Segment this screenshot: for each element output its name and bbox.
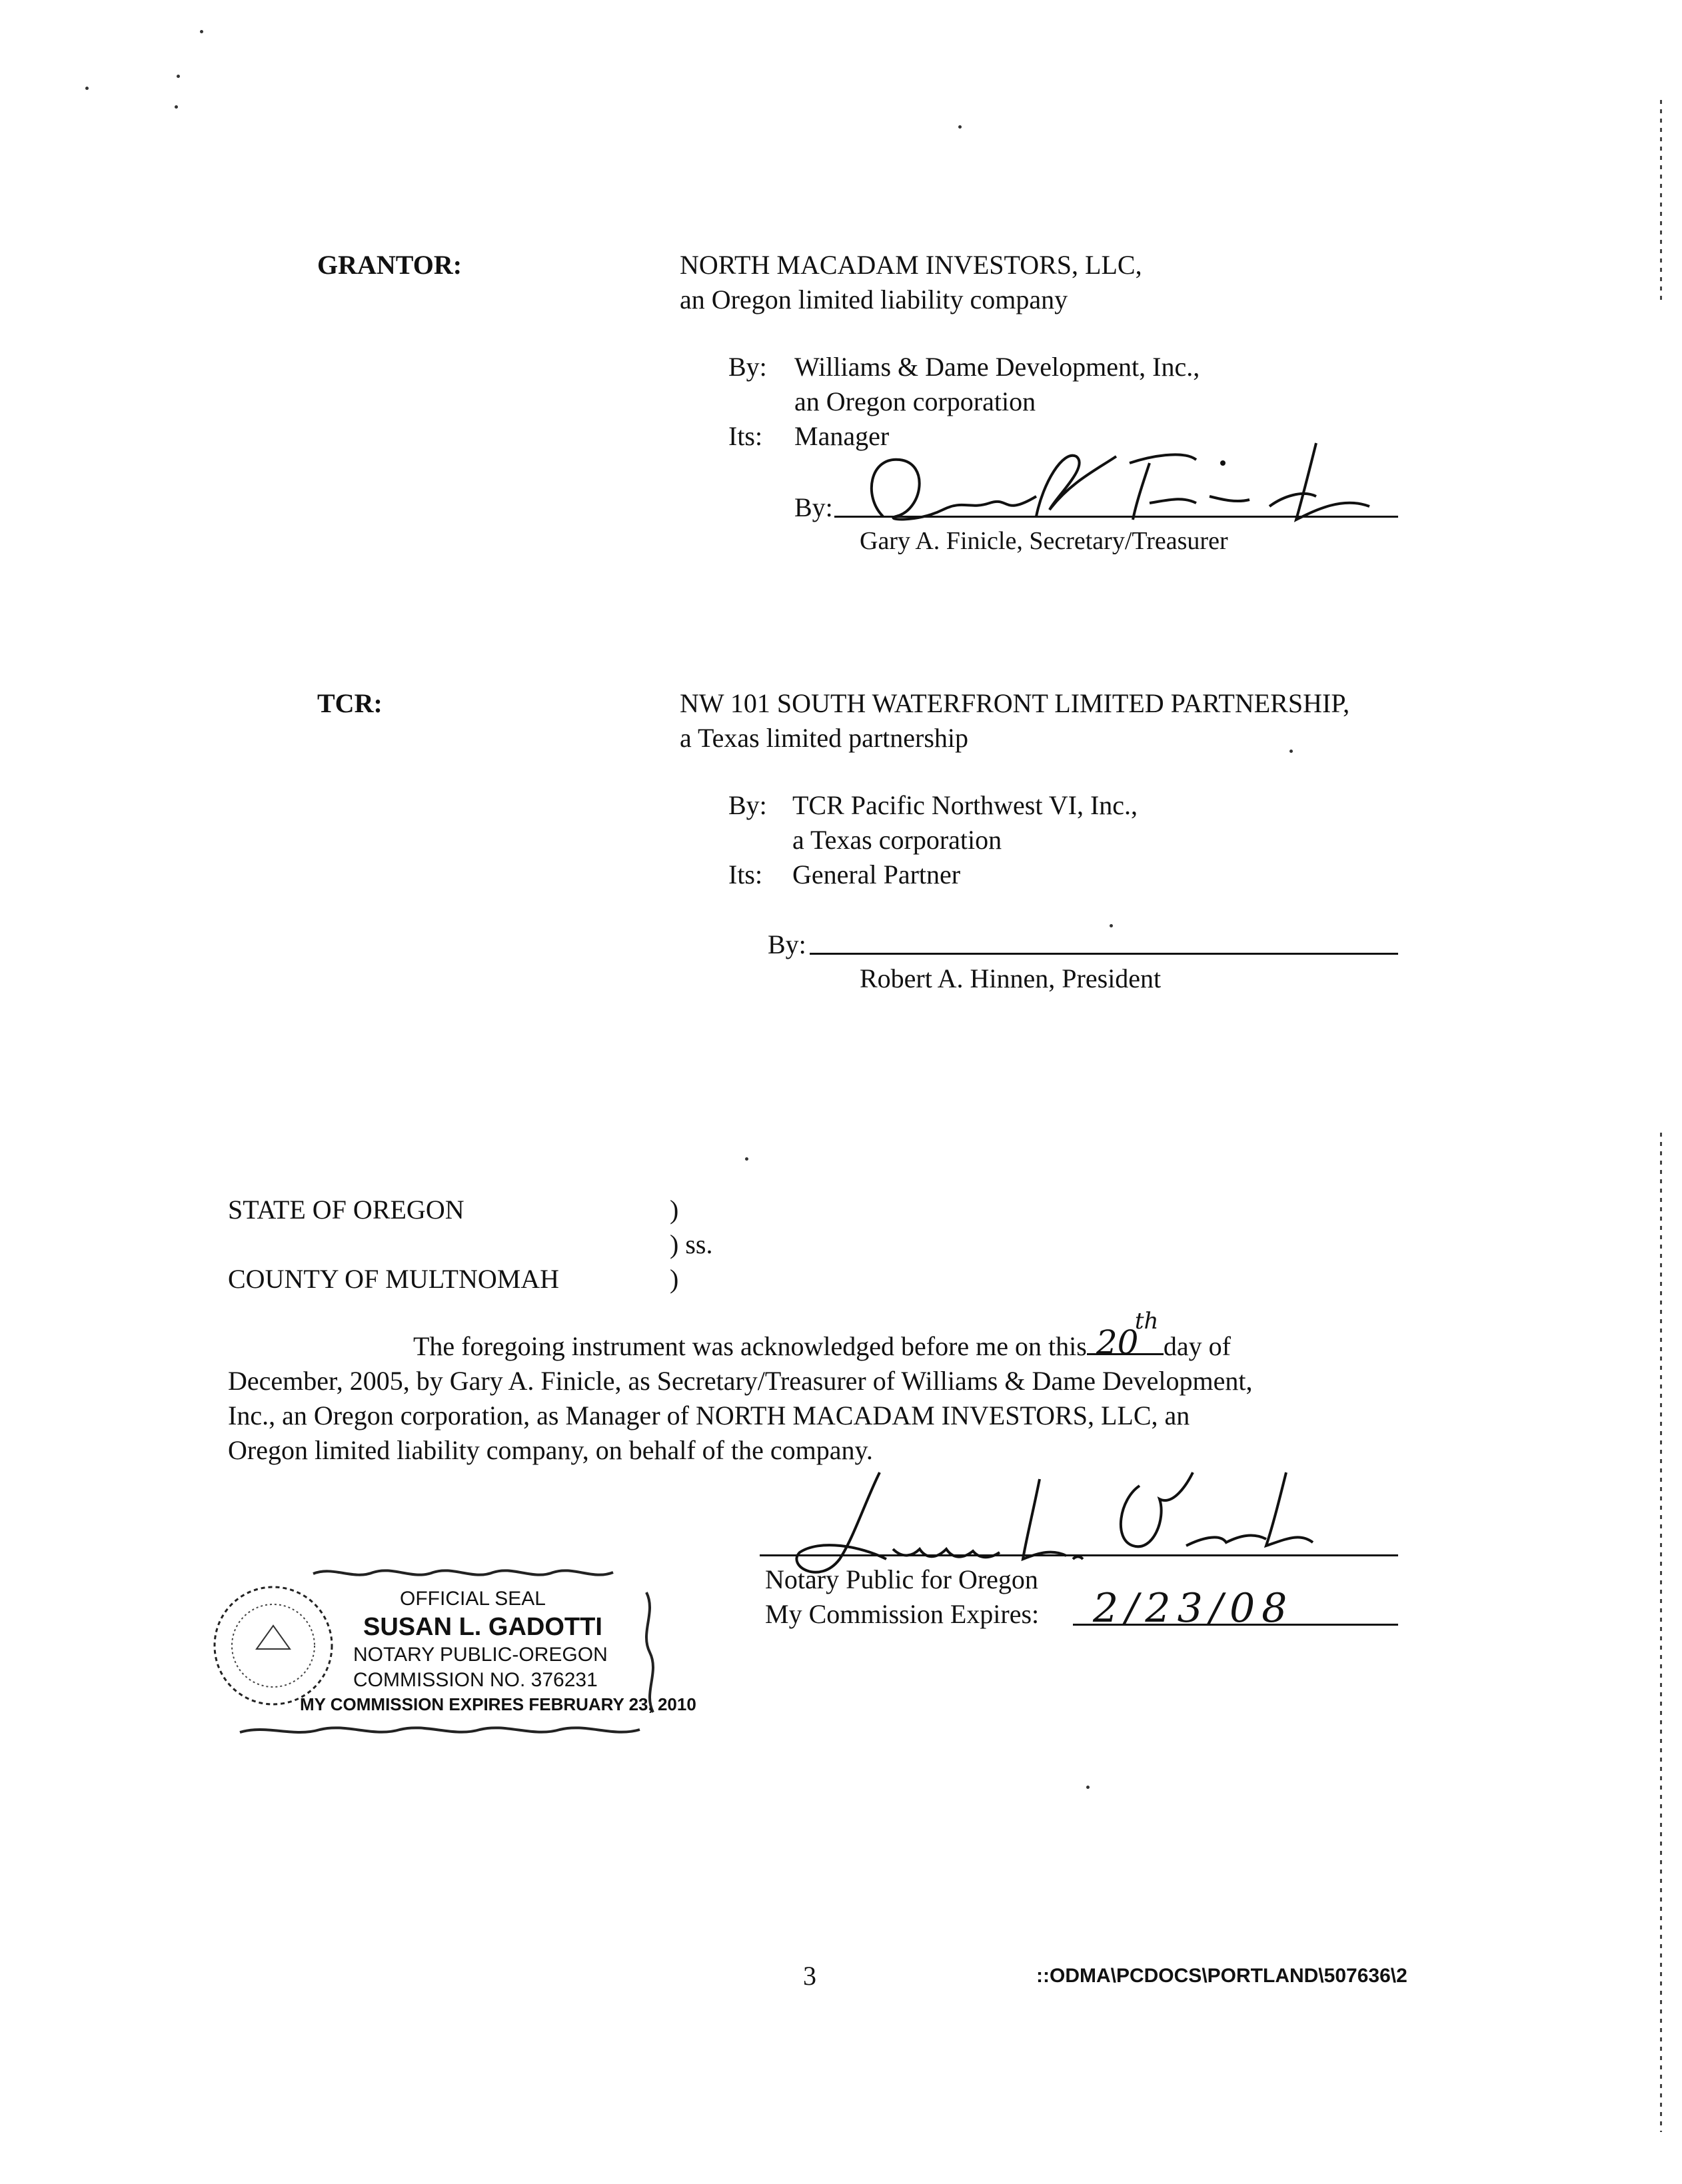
ack-line-3: Inc., an Oregon corporation, as Manager of NORTH MACADAM INVESTORS, LLC, an bbox=[228, 1400, 1190, 1430]
grantor-its-label: Its: bbox=[728, 421, 763, 451]
grantor-its-value: Manager bbox=[794, 421, 890, 451]
tcr-signer: Robert A. Hinnen, President bbox=[860, 963, 1162, 993]
tcr-signature-line bbox=[810, 953, 1398, 955]
tcr-its-label: Its: bbox=[728, 859, 763, 889]
ack-day-blank bbox=[1087, 1308, 1164, 1362]
tcr-entity: NW 101 SOUTH WATERFRONT LIMITED PARTNERSHIP, bbox=[680, 688, 1350, 718]
notary-official-seal bbox=[200, 1566, 696, 1739]
scan-speck bbox=[958, 125, 962, 129]
scan-speck bbox=[1110, 924, 1113, 927]
grantor-entity: NORTH MACADAM INVESTORS, LLC, bbox=[680, 250, 1142, 280]
seal-title: OFFICIAL SEAL bbox=[400, 1588, 546, 1610]
scan-speck bbox=[1289, 750, 1293, 753]
venue-state: STATE OF OREGON bbox=[228, 1195, 464, 1225]
seal-role: NOTARY PUBLIC-OREGON bbox=[353, 1644, 608, 1666]
tcr-by-value: TCR Pacific Northwest VI, Inc., bbox=[792, 790, 1138, 820]
venue-county: COUNTY OF MULTNOMAH bbox=[228, 1264, 560, 1294]
ack-line-1 bbox=[413, 1308, 1231, 1364]
tcr-label: TCR: bbox=[317, 688, 383, 718]
ack-line-1-before: The foregoing instrument was acknowledged before me on this bbox=[413, 1331, 1087, 1361]
tcr-by-desc: a Texas corporation bbox=[792, 825, 1002, 855]
notary-title: Notary Public for Oregon bbox=[765, 1564, 1038, 1594]
scan-speck bbox=[745, 1157, 748, 1161]
document-path: ::ODMA\PCDOCS\PORTLAND\507636\2 bbox=[1036, 1965, 1407, 1987]
grantor-entity-desc: an Oregon limited liability company bbox=[680, 284, 1068, 314]
ack-line-4: Oregon limited liability company, on behalf of the company. bbox=[228, 1435, 873, 1465]
grantor-by-desc: an Oregon corporation bbox=[794, 386, 1036, 416]
page-number: 3 bbox=[803, 1961, 816, 1991]
ack-day-suffix: th bbox=[1134, 1308, 1159, 1335]
ack-line-2: December, 2005, by Gary A. Finicle, as Secretary/Treasurer of Williams & Dame Development, bbox=[228, 1366, 1253, 1396]
grantor-label: GRANTOR: bbox=[317, 250, 462, 280]
notary-expires-value: 2/23/08 bbox=[1093, 1585, 1294, 1632]
scan-speck bbox=[85, 87, 89, 90]
scan-speck bbox=[200, 30, 203, 33]
scan-speck bbox=[1086, 1786, 1090, 1789]
seal-commission: COMMISSION NO. 376231 bbox=[353, 1669, 598, 1691]
grantor-by-value: Williams & Dame Development, Inc., bbox=[794, 352, 1200, 382]
venue-paren-2: ) bbox=[670, 1264, 679, 1294]
scan-speck bbox=[175, 105, 178, 109]
tcr-by-label: By: bbox=[728, 790, 767, 820]
seal-name: SUSAN L. GADOTTI bbox=[363, 1613, 602, 1641]
scan-edge-noise bbox=[1660, 100, 1662, 300]
scan-speck bbox=[177, 75, 180, 78]
tcr-sign-by: By: bbox=[768, 929, 806, 959]
tcr-its-value: General Partner bbox=[792, 859, 961, 889]
ack-day-handwritten: 20 bbox=[1096, 1323, 1139, 1362]
grantor-by-label: By: bbox=[728, 352, 767, 382]
tcr-entity-desc: a Texas limited partnership bbox=[680, 723, 969, 753]
scan-edge-noise bbox=[1660, 1133, 1662, 2132]
venue-paren-1: ) bbox=[670, 1195, 679, 1225]
ack-line-1-after: day of bbox=[1163, 1331, 1231, 1361]
grantor-sign-by: By: bbox=[794, 492, 833, 522]
notary-expires-label: My Commission Expires: bbox=[765, 1599, 1040, 1629]
seal-expires: MY COMMISSION EXPIRES FEBRUARY 23, 2010 bbox=[300, 1694, 696, 1714]
venue-ss: ) ss. bbox=[670, 1229, 713, 1259]
notary-signature-line bbox=[760, 1554, 1398, 1556]
grantor-signer: Gary A. Finicle, Secretary/Treasurer bbox=[860, 527, 1228, 555]
